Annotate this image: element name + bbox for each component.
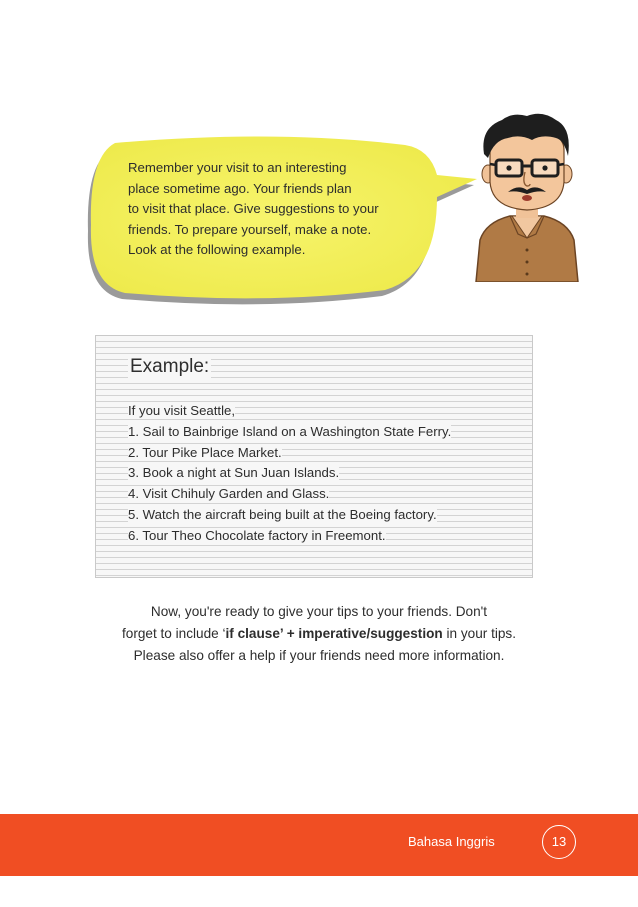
list-item [128, 443, 528, 464]
footer-book-title: Bahasa Inggris [408, 834, 495, 849]
list-item [128, 526, 528, 547]
bubble-line: place sometime ago. Your friends plan [128, 180, 352, 196]
speech-bubble-text [128, 158, 428, 261]
instructions-line-2 [60, 623, 578, 645]
list-item-text: 5. Watch the aircraft being built at the Boeing factory. [128, 506, 437, 522]
instructions-line-2-end: in your tips. [442, 626, 517, 642]
list-item-text: 6. Tour Theo Chocolate factory in Freemont. [128, 527, 386, 543]
bubble-line: Look at the following example. [128, 242, 306, 258]
example-title: Example: [130, 356, 210, 377]
teacher-illustration [472, 110, 582, 282]
bubble-line: to visit that place. Give suggestions to your [128, 201, 379, 217]
list-item-text: If you visit Seattle, [128, 403, 236, 418]
example-list [128, 401, 528, 547]
instructions-line-1: Now, you're ready to give your tips to your friends. Don't [150, 604, 488, 619]
list-item [128, 484, 528, 505]
list-item-text: 4. Visit Chihuly Garden and Glass. [128, 486, 330, 502]
page-number: 13 [542, 825, 576, 859]
list-item-text: 1. Sail to Bainbrige Island on a Washington State Ferry. [128, 423, 452, 439]
instructions-highlight: if clause’ + imperative/suggestion [225, 626, 443, 642]
instructions-line-2-start: forget to include ‘ [121, 626, 226, 642]
list-item-text: 2. Tour Pike Place Market. [128, 444, 282, 460]
list-item [128, 401, 528, 422]
bubble-line: Remember your visit to an interesting [128, 160, 347, 175]
list-item [128, 463, 528, 484]
list-item [128, 505, 528, 526]
list-item-text: 3. Book a night at Sun Juan Islands. [128, 465, 340, 481]
instructions-line-3: Please also offer a help if your friends need more information. [133, 648, 505, 664]
bubble-line: friends. To prepare yourself, make a note. [128, 221, 372, 237]
instructions-paragraph [60, 601, 578, 668]
list-item [128, 422, 528, 443]
